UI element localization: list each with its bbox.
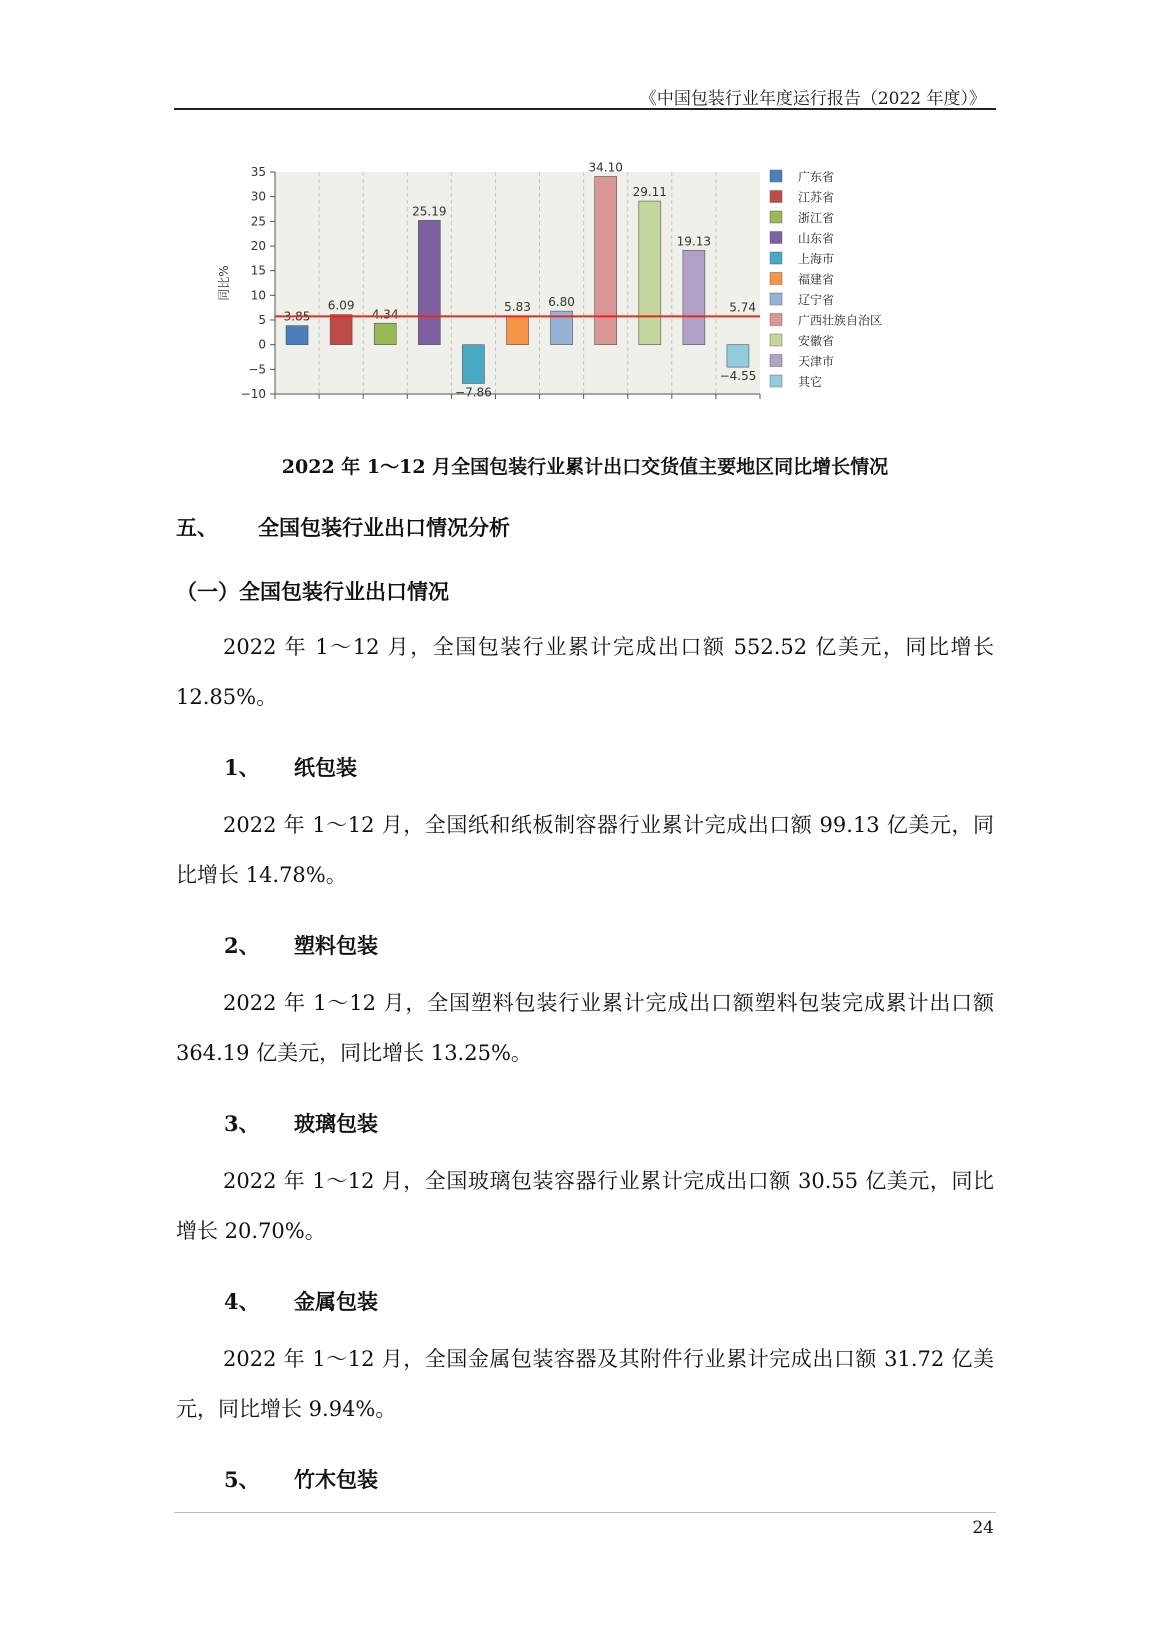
bar-value-label: 6.09 — [327, 298, 355, 313]
legend-swatch — [770, 211, 782, 223]
legend-label: 福建省 — [798, 272, 835, 287]
item-paragraph-paper: 2022 年 1～12 月，全国纸和纸板制容器行业累计完成出口额 99.13 亿美元，同比增长 14.78%。 — [176, 813, 994, 887]
bar-value-label: 25.19 — [412, 204, 447, 219]
bar-value-label: −7.86 — [455, 385, 492, 400]
y-tick-label: 25 — [250, 214, 266, 229]
legend-swatch — [770, 252, 782, 264]
page-number: 24 — [972, 1518, 994, 1538]
legend-label: 辽宁省 — [798, 293, 835, 307]
intro-paragraph: 2022 年 1～12 月，全国包装行业累计完成出口额 552.52 亿美元，同比增长 12.85%。 — [176, 635, 994, 709]
legend-swatch — [770, 375, 782, 387]
legend-swatch — [770, 273, 782, 285]
legend-label: 浙江省 — [798, 211, 835, 225]
item-heading-bamboo-wood — [224, 1464, 378, 1494]
legend-swatch — [770, 314, 782, 326]
running-header: 《中国包装行业年度运行报告（2022 年度）》 — [639, 89, 986, 109]
y-tick-label: 5 — [258, 313, 266, 327]
y-tick-label: 10 — [250, 288, 266, 303]
y-tick-label: 20 — [250, 239, 266, 253]
bar-chart — [200, 160, 920, 410]
legend-label: 其它 — [798, 375, 823, 389]
y-tick-label: 15 — [250, 263, 266, 278]
item-title: 纸包装 — [294, 755, 357, 780]
legend-swatch — [770, 232, 782, 244]
bar-value-label: 5.83 — [504, 299, 531, 314]
item-paragraph-plastic: 2022 年 1～12 月，全国塑料包装行业累计完成出口额塑料包装完成累计出口额 364.19 亿美元，同比增长 13.25%。 — [176, 991, 994, 1065]
bar — [462, 345, 484, 384]
item-heading-metal — [224, 1286, 378, 1316]
bar-value-label: 4.34 — [371, 307, 399, 322]
item-title: 塑料包装 — [294, 933, 378, 958]
y-tick-label: −10 — [240, 387, 266, 401]
item-number: 5、 — [224, 1467, 260, 1492]
bar — [286, 326, 308, 345]
bar — [727, 345, 749, 367]
y-tick-label: 30 — [250, 189, 266, 204]
legend-label: 山东省 — [798, 231, 835, 246]
item-heading-paper — [224, 752, 357, 782]
y-tick-label: 0 — [258, 337, 266, 352]
bar — [639, 201, 661, 345]
bar — [683, 250, 705, 344]
legend-label: 江苏省 — [798, 190, 835, 205]
legend-label: 广西壮族自治区 — [798, 313, 883, 328]
legend-swatch — [770, 170, 782, 182]
bar — [507, 316, 529, 345]
item-heading-plastic — [224, 930, 378, 960]
bar-value-label: 29.11 — [632, 185, 667, 200]
item-title: 竹木包装 — [294, 1467, 378, 1492]
legend-label: 广东省 — [798, 170, 835, 184]
y-tick-label: −5 — [248, 362, 266, 377]
bar — [418, 220, 440, 344]
subsection-heading: （一）全国包装行业出口情况 — [176, 579, 449, 604]
item-heading-glass — [224, 1108, 378, 1138]
bar-value-label: 19.13 — [676, 234, 712, 249]
y-tick-label: 35 — [250, 165, 266, 179]
bar — [374, 323, 396, 344]
item-paragraph-glass: 2022 年 1～12 月，全国玻璃包装容器行业累计完成出口额 30.55 亿美元，同比增长 20.70%。 — [176, 1169, 994, 1243]
bar — [595, 176, 617, 344]
legend-label: 安徽省 — [798, 334, 835, 348]
item-number: 1、 — [224, 755, 260, 780]
item-title: 玻璃包装 — [294, 1111, 378, 1136]
item-title: 金属包装 — [294, 1289, 378, 1314]
legend-label: 天津市 — [798, 354, 835, 369]
bar-value-label: 6.80 — [548, 295, 575, 310]
legend-swatch — [770, 191, 782, 203]
item-paragraph-metal: 2022 年 1～12 月，全国金属包装容器及其附件行业累计完成出口额 31.72 亿美元，同比增长 9.94%。 — [176, 1347, 994, 1421]
item-number: 2、 — [224, 933, 260, 958]
bar-value-label: 34.10 — [588, 160, 623, 175]
y-axis-label: 同比% — [217, 265, 231, 301]
legend-swatch — [770, 334, 782, 346]
item-number: 4、 — [224, 1289, 260, 1314]
footer-rule — [174, 1512, 996, 1513]
header-rule — [174, 108, 996, 110]
section-heading — [176, 512, 510, 542]
bar — [330, 315, 352, 345]
legend-swatch — [770, 355, 782, 367]
chart-caption: 2022 年 1～12 月全国包装行业累计出口交货值主要地区同比增长情况 — [281, 456, 889, 478]
reference-line-label: 5.74 — [729, 300, 756, 315]
bar-value-label: 3.85 — [283, 309, 311, 324]
bar-value-label: −4.55 — [719, 369, 757, 384]
legend-label: 上海市 — [798, 252, 835, 266]
section-number: 五、 — [176, 515, 218, 540]
section-title: 全国包装行业出口情况分析 — [258, 515, 510, 540]
item-number: 3、 — [224, 1111, 260, 1136]
legend-swatch — [770, 293, 782, 305]
